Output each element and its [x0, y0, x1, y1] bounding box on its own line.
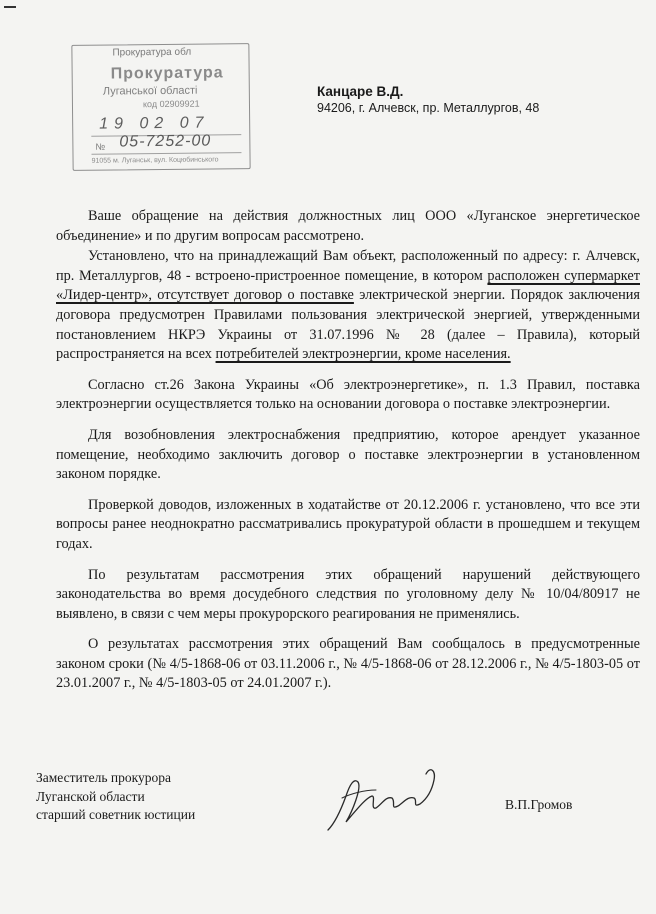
- signer-position: Заместитель прокурора: [36, 770, 171, 785]
- stamp-title: Прокуратура: [110, 64, 224, 83]
- paragraph-text: электрической энергии. Порядок заключения договора предусмотрен Правилами пользования электрической энергией, утвержденными постановлением НКРЭ Украины от 31.07.1996 № 28 (далее – Правила), который распространяется на всех: [56, 287, 640, 363]
- registration-stamp: [71, 43, 250, 171]
- paragraph: Для возобновления электроснабжения предприятию, которое арендует указанное помещение, необходимо заключить договор о поставке электроэнергии в установленном законом порядке.: [56, 426, 640, 483]
- handwritten-signature: [306, 752, 456, 842]
- paragraph: По результатам рассмотрения этих обращений нарушений действующего законодательства во время досудебного следствия по уголовному делу № 10/04/80917 не выявлено, в связи с чем меры прокурорского реагирования не применялись.: [56, 566, 640, 622]
- paragraph: О результатах рассмотрения этих обращений Вам сообщалось в предусмотренные законом сроки (№ 4/5-1868-06 от 03.11.2006 г., № 4/5-1868-06 от 28.12.2006 г., № 4/5-1803-05 от 23.01.2007 г., № 4/5-1803-05 от 24.01.2007 г.).: [56, 636, 640, 692]
- paragraph: Проверкой доводов, изложенных в ходатайстве от 20.12.2006 г. установлено, что все эти вопросы ранее неоднократно рассматривались прокуратурой области в прошедшем и текущем годах.: [56, 496, 640, 552]
- stamp-date: 19 02 07: [99, 114, 210, 133]
- paragraph-text: Установлено, что на принадлежащий Вам объект, расположенный по адресу: г. Алчевск, пр. Металлургов, 48 - встроено-пристроенное помещение, в котором: [56, 248, 640, 284]
- addressee-address: 94206, г. Алчевск, пр. Металлургов, 48: [317, 101, 540, 115]
- letter-body: [56, 207, 640, 705]
- paragraph: [56, 247, 640, 365]
- signature-title-block: [36, 769, 195, 825]
- underlined-text: расположен супермаркет «Лидер-центр», отсутствует договор о поставке: [56, 267, 640, 304]
- stamp-header: Прокуратура обл: [112, 46, 192, 59]
- signer-rank: старший советник юстиции: [36, 807, 196, 822]
- corner-mark: [4, 6, 16, 8]
- stamp-address: 91055 м. Луганськ, вул. Коцюбинського: [91, 156, 219, 165]
- addressee-name: Канцаре В.Д.: [317, 84, 404, 99]
- stamp-region: Луганської області: [102, 84, 198, 98]
- stamp-number: 05-7252-00: [119, 132, 212, 151]
- underlined-text: потребителей электроэнергии, кроме населения.: [215, 346, 511, 363]
- signer-name: В.П.Громов: [505, 797, 573, 812]
- signer-organization: Луганской области: [36, 788, 145, 804]
- paragraph: Ваше обращение на действия должностных лиц ООО «Луганское энергетическое объединение» и по другим вопросам рассмотрено.: [56, 208, 640, 244]
- stamp-number-label: №: [95, 141, 106, 152]
- paragraph: Согласно ст.26 Закона Украины «Об электроэнергетике», п. 1.3 Правил, поставка электроэнергии осуществляется только на основании договора о поставке электроэнергии.: [56, 376, 640, 413]
- stamp-divider: [91, 152, 241, 155]
- stamp-code: код 02909921: [142, 98, 200, 110]
